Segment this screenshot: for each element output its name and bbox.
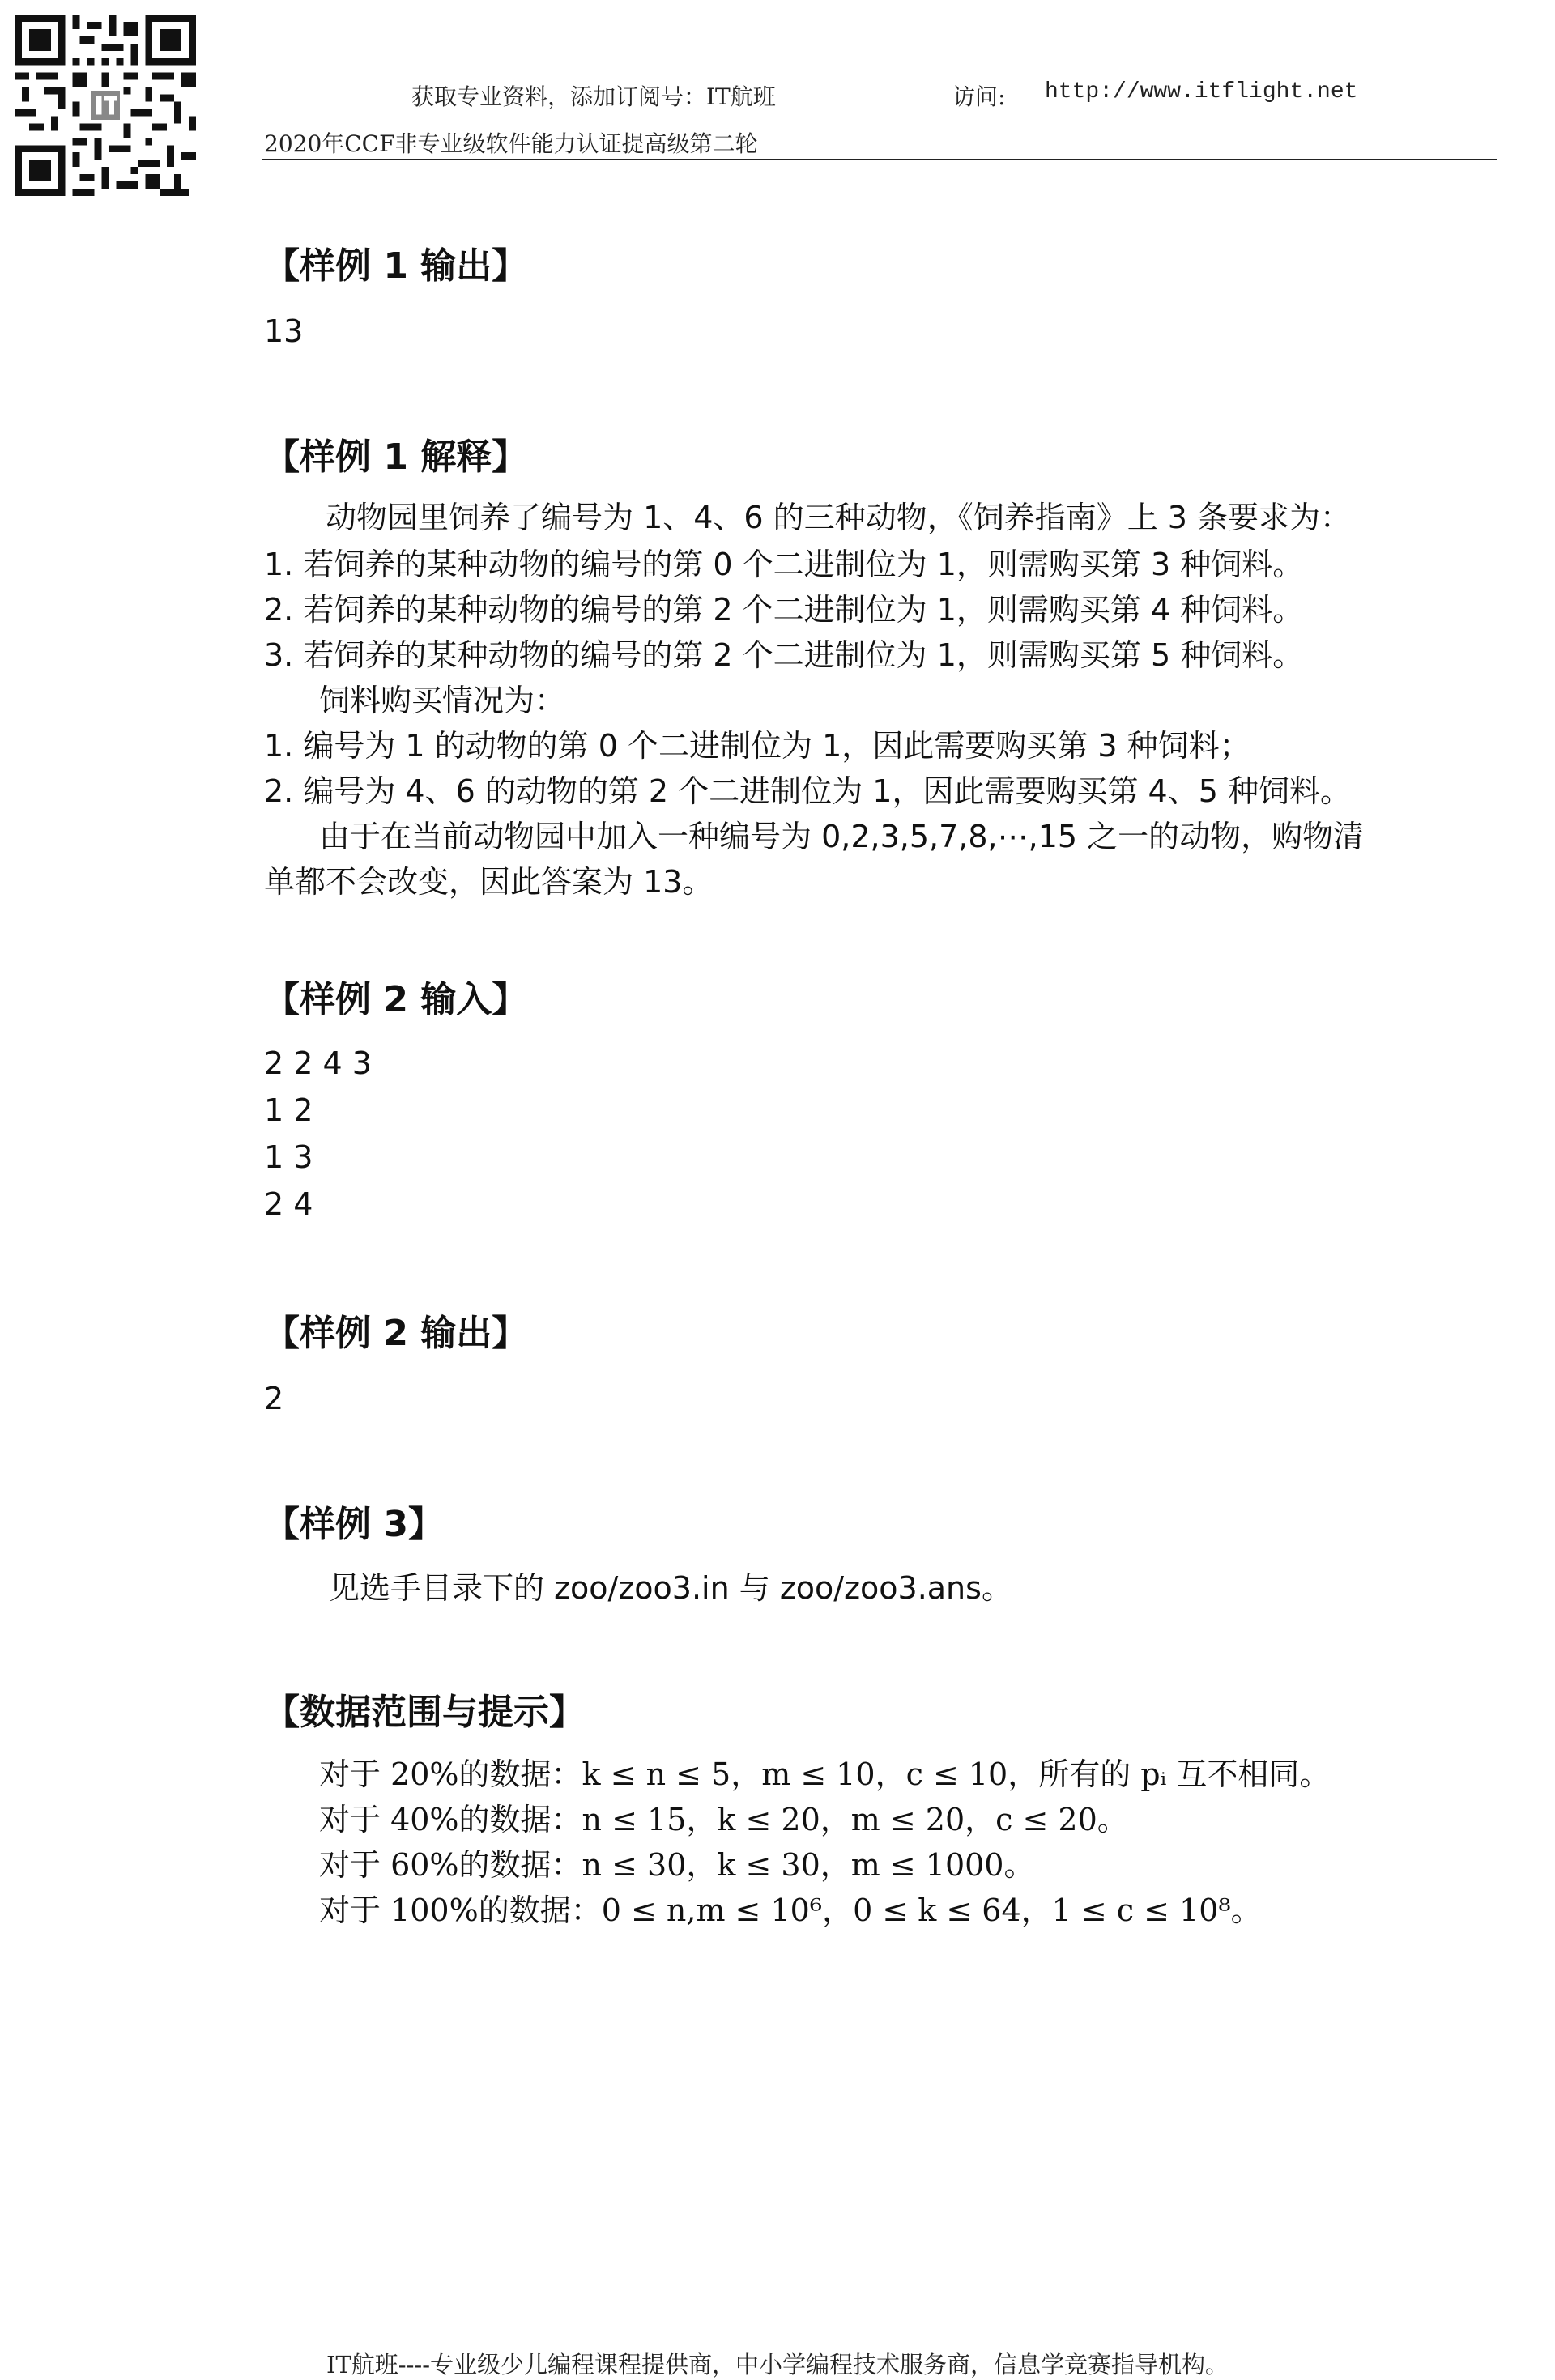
header-subscribe-text: 获取专业资料，添加订阅号：IT航班 xyxy=(411,83,776,110)
qr-code-icon xyxy=(15,15,196,196)
explain-line: 3. 若饲养的某种动物的编号的第 2 个二进制位为 1，则需购买第 5 种饲料。 xyxy=(264,637,1304,673)
explain-line: 饲料购买情况为： xyxy=(319,683,566,718)
section-title-sample2-output: 【样例 2 输出】 xyxy=(264,1313,528,1354)
explain-line: 1. 若饲养的某种动物的编号的第 0 个二进制位为 1，则需购买第 3 种饲料。 xyxy=(264,547,1304,582)
explain-line: 单都不会改变，因此答案为 13。 xyxy=(264,864,714,900)
header-url-link[interactable]: http://www.itflight.net xyxy=(1045,79,1358,104)
header-subtitle: 2020年CCF非专业级软件能力认证提高级第二轮 xyxy=(264,130,758,157)
explain-line: 2. 若饲养的某种动物的编号的第 2 个二进制位为 1，则需购买第 4 种饲料。 xyxy=(264,592,1304,628)
sample2-input-line: 1 3 xyxy=(264,1139,313,1175)
header-visit-label: 访问: xyxy=(952,83,1006,110)
range-line: 对于 60%的数据：n ≤ 30，k ≤ 30，m ≤ 1000。 xyxy=(319,1847,1035,1883)
sample2-input-line: 1 2 xyxy=(264,1092,313,1128)
explain-line: 1. 编号为 1 的动物的第 0 个二进制位为 1，因此需要购买第 3 种饲料； xyxy=(264,728,1250,764)
page-footer: IT航班----专业级少儿编程课程提供商，中小学编程技术服务商，信息学竞赛指导机构。 xyxy=(326,2351,1229,2378)
range-line: 对于 20%的数据：k ≤ n ≤ 5，m ≤ 10，c ≤ 10，所有的 pᵢ 互不相同。 xyxy=(319,1756,1331,1792)
explain-line: 2. 编号为 4、6 的动物的第 2 个二进制位为 1，因此需要购买第 4、5 种饲料。 xyxy=(264,773,1351,809)
section-title-sample1-output: 【样例 1 输出】 xyxy=(264,245,528,287)
section-title-sample2-input: 【样例 2 输入】 xyxy=(264,979,528,1020)
explain-line: 动物园里饲养了编号为 1、4、6 的三种动物，《饲养指南》上 3 条要求为： xyxy=(326,500,1352,535)
range-line: 对于 40%的数据：n ≤ 15，k ≤ 20，m ≤ 20，c ≤ 20。 xyxy=(319,1802,1128,1837)
explain-line: 由于在当前动物园中加入一种编号为 0,2,3,5,7,8,⋯,15 之一的动物，购物清 xyxy=(319,819,1365,854)
header-divider xyxy=(262,159,1497,160)
range-line: 对于 100%的数据：0 ≤ n,m ≤ 10⁶，0 ≤ k ≤ 64，1 ≤ c ≤ 10⁸。 xyxy=(319,1893,1262,1928)
section-title-sample1-explain: 【样例 1 解释】 xyxy=(264,436,528,478)
sample2-input-line: 2 2 4 3 xyxy=(264,1045,372,1081)
sample3-description: 见选手目录下的 zoo/zoo3.in 与 zoo/zoo3.ans。 xyxy=(329,1570,1012,1606)
section-title-data-range: 【数据范围与提示】 xyxy=(264,1692,585,1733)
sample2-output-value: 2 xyxy=(264,1381,284,1416)
sample1-output-value: 13 xyxy=(264,313,304,349)
sample2-input-line: 2 4 xyxy=(264,1186,313,1222)
section-title-sample3: 【样例 3】 xyxy=(264,1504,444,1545)
